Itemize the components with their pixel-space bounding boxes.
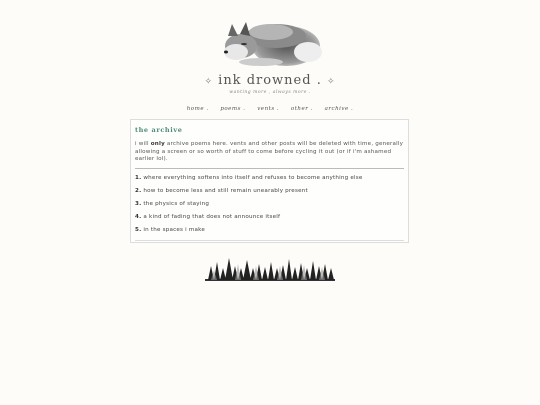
- forest-trees-image: [205, 256, 335, 284]
- archive-heading: the archive: [135, 126, 183, 134]
- poem-number: 5.: [135, 226, 142, 233]
- archive-panel: [130, 119, 409, 243]
- site-tagline: wanting more , always more .: [229, 90, 311, 95]
- nav-poems[interactable]: poems .: [220, 106, 246, 112]
- poem-item[interactable]: [135, 198, 404, 211]
- poem-title-link[interactable]: the physics of staying: [143, 200, 210, 207]
- divider: [135, 240, 404, 241]
- nav-vents[interactable]: vents .: [257, 106, 280, 112]
- poem-number: 1.: [135, 174, 142, 181]
- sleeping-fox-image: [216, 14, 324, 70]
- poem-title-link[interactable]: where everything softens into itself and refuses to become anything else: [143, 174, 363, 181]
- poem-item[interactable]: [135, 211, 404, 224]
- star-icon: ✧: [326, 77, 336, 87]
- intro-text: archive poems here. vents and other posts will be deleted with time, generally allowing a screen or so worth of stuff to come before cycling it out (or if i'm ashamed earlier lol).: [135, 141, 404, 162]
- poem-item[interactable]: [135, 224, 404, 237]
- intro-emphasis: only: [150, 141, 165, 147]
- poem-number: 2.: [135, 187, 142, 194]
- site-title: [0, 73, 540, 88]
- poem-item[interactable]: [135, 185, 404, 198]
- poem-number: 4.: [135, 213, 142, 220]
- star-icon: ✧: [204, 77, 214, 87]
- main-nav: [0, 106, 540, 112]
- nav-other[interactable]: other .: [290, 106, 313, 112]
- poem-number: 3.: [135, 200, 142, 207]
- nav-home[interactable]: home .: [186, 106, 209, 112]
- nav-archive[interactable]: archive .: [324, 106, 354, 112]
- poem-item[interactable]: [135, 172, 404, 185]
- intro-text: i will: [135, 141, 151, 147]
- poem-list: [135, 172, 404, 237]
- poem-title-link[interactable]: in the spaces i make: [143, 226, 206, 233]
- poem-title-link[interactable]: a kind of fading that does not announce itself: [143, 213, 281, 220]
- divider: [135, 168, 404, 169]
- site-title-text: ink drowned .: [218, 73, 322, 88]
- archive-intro: [135, 141, 404, 164]
- poem-title-link[interactable]: how to become less and still remain unearably present: [143, 187, 308, 194]
